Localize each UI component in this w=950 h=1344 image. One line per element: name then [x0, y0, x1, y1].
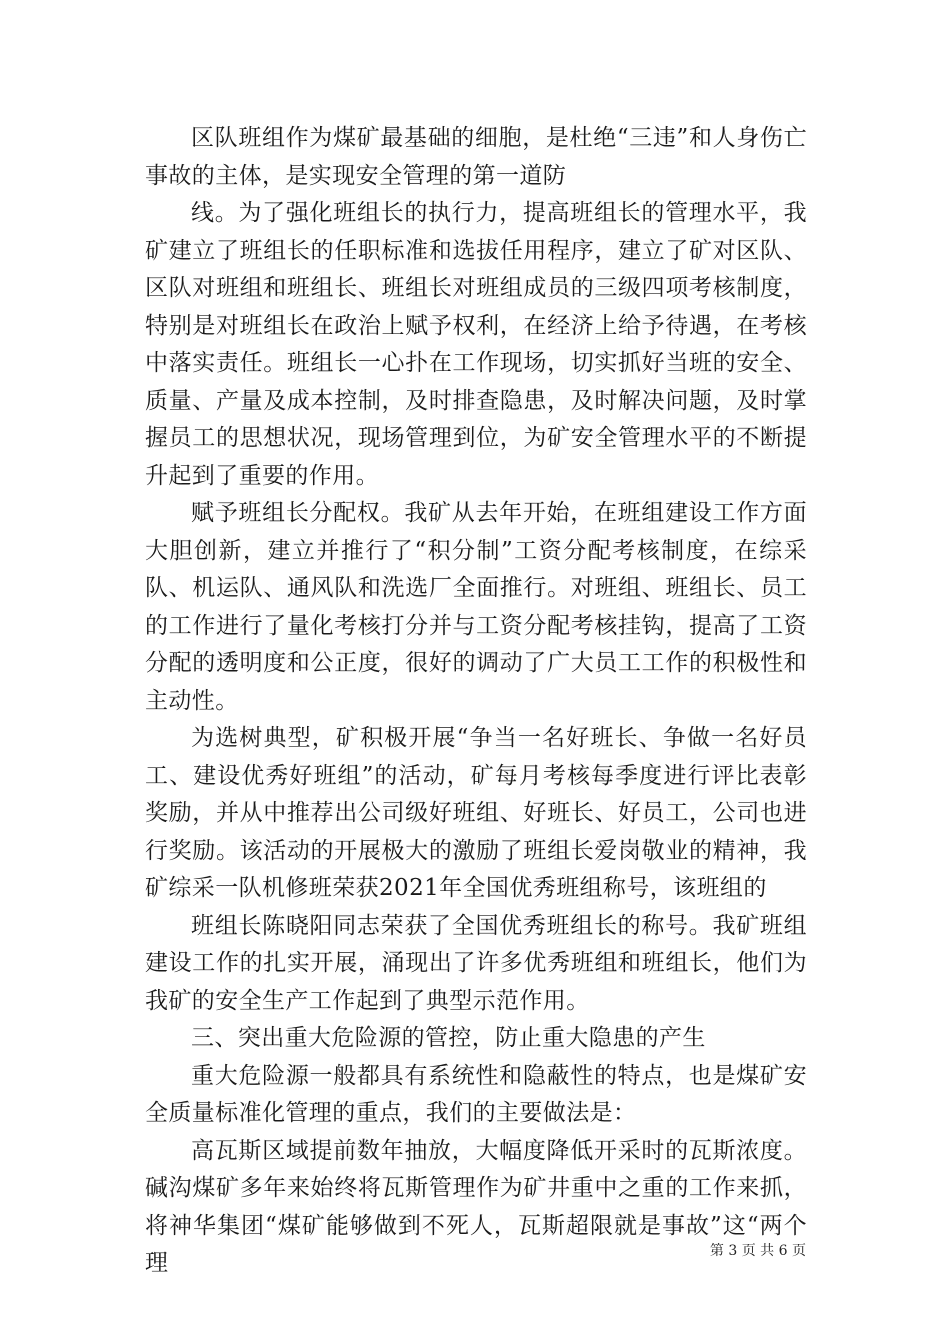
paragraph-1: 区队班组作为煤矿最基础的细胞，是杜绝“三违”和人身伤亡事故的主体，是实现安全管理的第一道防	[145, 125, 807, 189]
paragraph-6: 重大危险源一般都具有系统性和隐蔽性的特点，也是煤矿安全质量标准化管理的重点，我们的主要做法是：	[145, 1062, 807, 1126]
paragraph-3: 赋予班组长分配权。我矿从去年开始，在班组建设工作方面大胆创新，建立并推行了“积分制”工资分配考核制度，在综采队、机运队、通风队和洗选厂全面推行。对班组、班组长、员工的工作进行了量化考核打分并与工资分配考核挂钩，提高了工资分配的透明度和公正度，很好的调动了广大员工工作的积极性和主动性。	[145, 500, 807, 714]
paragraph-7: 高瓦斯区域提前数年抽放，大幅度降低开采时的瓦斯浓度。碱沟煤矿多年来始终将瓦斯管理作为矿井重中之重的工作来抓，将神华集团“煤矿能够做到不死人，瓦斯超限就是事故”这“两个理	[145, 1137, 807, 1276]
paragraph-5: 班组长陈晓阳同志荣获了全国优秀班组长的称号。我矿班组建设工作的扎实开展，涌现出了许多优秀班组和班组长，他们为我矿的安全生产工作起到了典型示范作用。	[145, 912, 807, 1014]
section-heading: 三、突出重大危险源的管控，防止重大隐患的产生	[191, 1025, 706, 1051]
paragraph-2: 线。为了强化班组长的执行力，提高班组长的管理水平，我矿建立了班组长的任职标准和选拔任用程序，建立了矿对区队、区队对班组和班组长、班组长对班组成员的三级四项考核制度，特别是对班组长在政治上赋予权利，在经济上给予待遇，在考核中落实责任。班组长一心扑在工作现场，切实抓好当班的安全、质量、产量及成本控制，及时排查隐患，及时解决问题，及时掌握员工的思想状况，现场管理到位，为矿安全管理水平的不断提升起到了重要的作用。	[145, 200, 807, 489]
paragraph-4: 为选树典型，矿积极开展“争当一名好班长、争做一名好员工、建设优秀好班组”的活动，矿每月考核每季度进行评比表彰奖励，并从中推荐出公司级好班组、好班长、好员工，公司也进行奖励。该活动的开展极大的激励了班组长爱岗敬业的精神，我矿综采一队机修班荣获2021年全国优秀班组称号，该班组的	[145, 725, 807, 901]
document-body	[145, 120, 807, 1283]
page-number-footer: 第 3 页 共 6 页	[709, 1243, 806, 1259]
